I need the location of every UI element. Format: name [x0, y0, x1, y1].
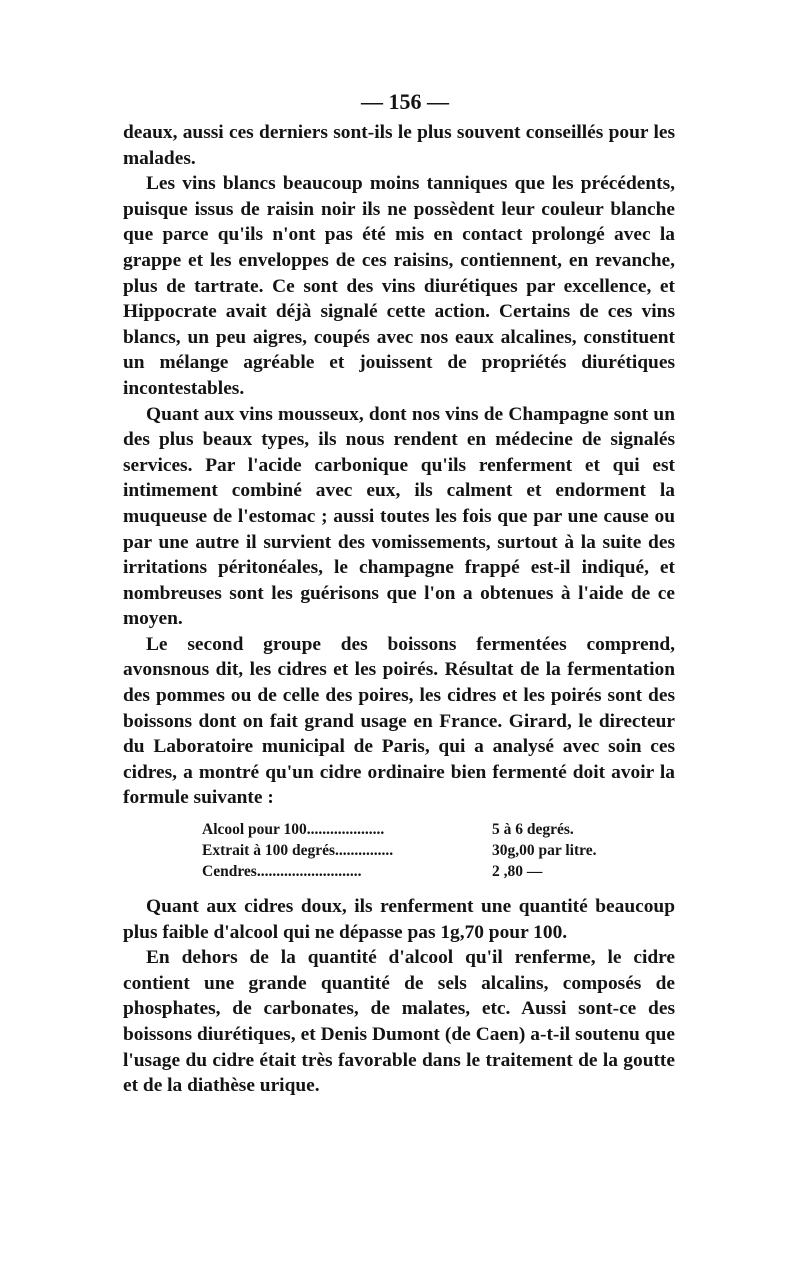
book-page	[123, 88, 675, 1099]
formula-value: 30g,00 par litre.	[492, 842, 597, 860]
formula-row	[202, 819, 622, 840]
page-number: — 156 —	[361, 89, 449, 114]
formula-row	[202, 861, 622, 882]
formula-label: Alcool pour 100....................	[202, 821, 385, 839]
paragraph-sweet-ciders: Quant aux cidres doux, ils renferment une quantité beaucoup plus faible d'alcool qui ne dépasse pas 1g,70 pour 100.	[123, 896, 675, 943]
formula-value: 2 ,80 —	[492, 863, 543, 881]
formula-row	[202, 840, 622, 861]
formula-label: Cendres...........................	[202, 863, 362, 881]
paragraph-sparkling-wines: Quant aux vins mousseux, dont nos vins de Champagne sont un des plus beaux types, ils nous rendent en médecine de signalés services. Par l'acide carbonique qu'ils renferment et qui est intimement combiné avec eux, ils calment et endorment la muqueuse de l'estomac ; aussi toutes les fois que par une cause ou par une autre il survient des vomissements, surtout à la suite des irritations péritonéales, le champagne frappé est-il indiqué, et nombreuses sont les guérisons que l'on a obtenues à l'aide de ce moyen.	[123, 403, 675, 630]
formula-value: 5 à 6 degrés.	[492, 821, 574, 839]
paragraph-cider-salts: En dehors de la quantité d'alcool qu'il renferme, le cidre contient une grande quantité de sels alcalins, composés de phosphates, de carbonates, de malates, etc. Aussi sont-ce des boissons diurétiques, et Denis Dumont (de Caen) a-t-il soutenu que l'usage du cidre était très favorable dans le traitement de la goutte et de la diathèse urique.	[123, 947, 675, 1097]
cider-formula-table	[202, 819, 622, 882]
paragraph-continuation: deaux, aussi ces derniers sont-ils le plus souvent conseillés pour les malades.	[123, 122, 675, 169]
formula-label: Extrait à 100 degrés...............	[202, 842, 394, 860]
paragraph-white-wines: Les vins blancs beaucoup moins tanniques que les précédents, puisque issus de raisin noir ils ne possèdent leur couleur blanche que parce qu'ils n'ont pas été mis en contact prolongé avec la grappe et les enveloppes de ces raisins, contiennent, en revanche, plus de tartrate. Ce sont des vins diurétiques par excellence, et Hippocrate avait déjà signalé cette action. Certains de ces vins blancs, un peu aigres, coupés avec nos eaux alcalines, constituent un mélange agréable et jouissent de propriétés diurétiques incontestables.	[123, 173, 675, 399]
paragraph-ciders: Le second groupe des boissons fermentées comprend, avonsnous dit, les cidres et les poirés. Résultat de la fermentation des pommes ou de celle des poires, les cidres et les poirés sont des boissons dont on fait grand usage en France. Girard, le directeur du Laboratoire municipal de Paris, qui a analysé avec soin ces cidres, a montré qu'un cidre ordinaire bien fermenté doit avoir la formule suivante :	[123, 633, 675, 809]
